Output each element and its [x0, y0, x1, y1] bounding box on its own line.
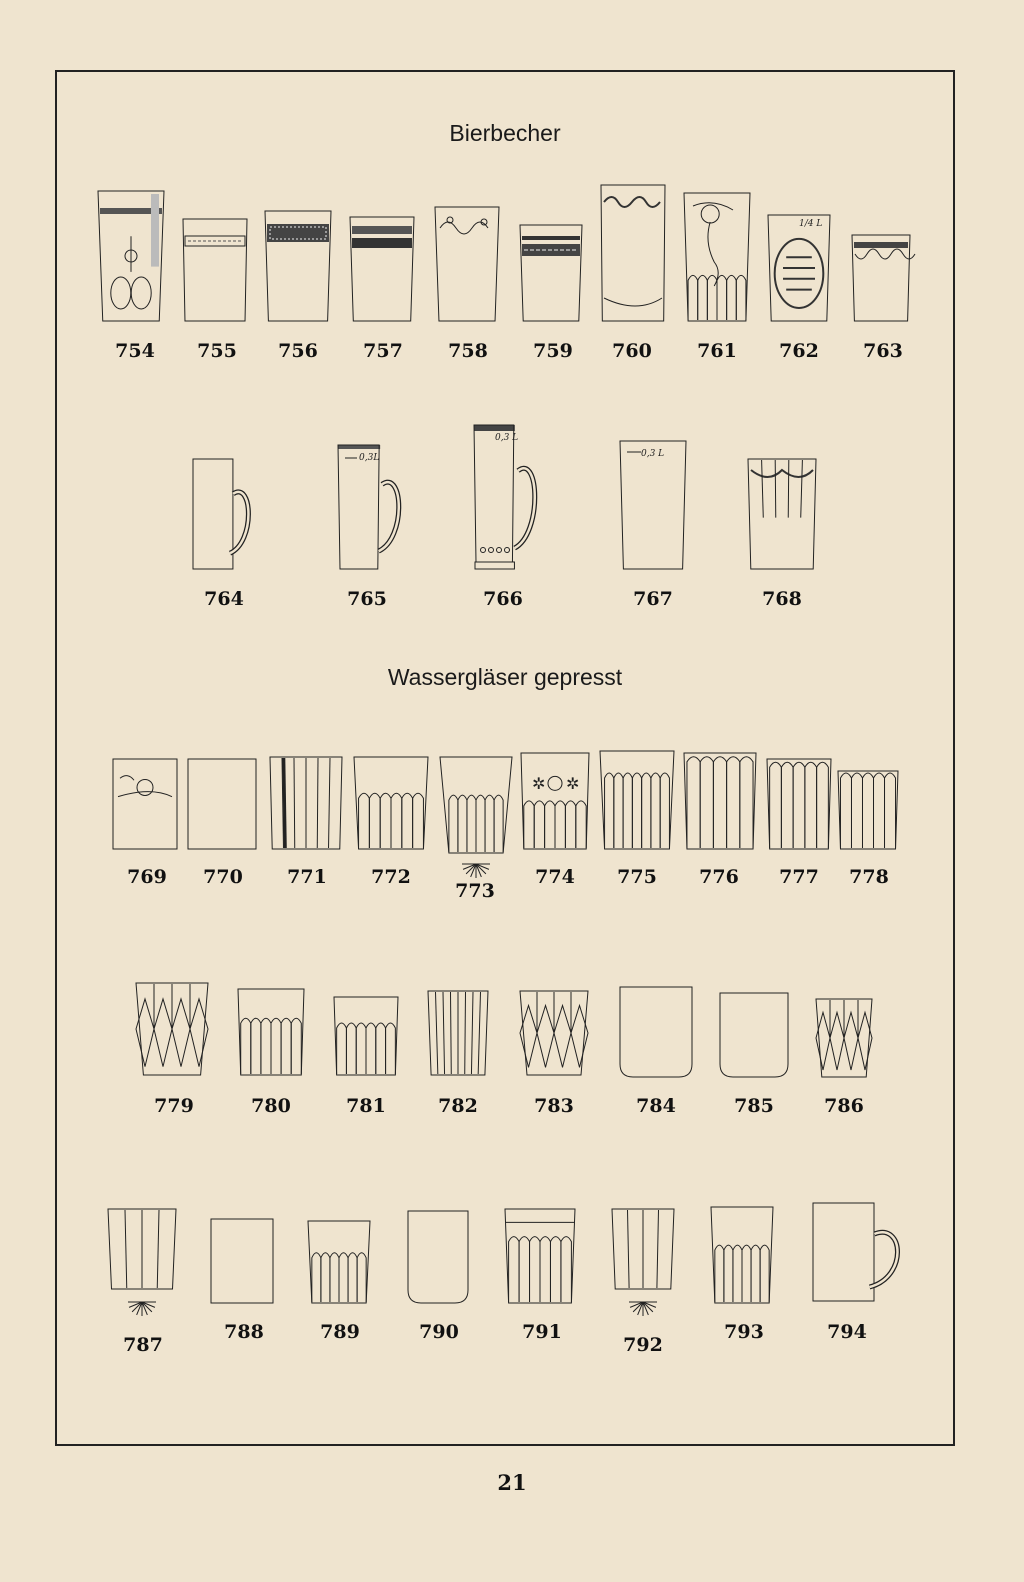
glass-illustration-787: [107, 1208, 177, 1304]
item-number-794: 794: [827, 1321, 867, 1343]
glass-illustration-792: [611, 1208, 675, 1304]
item-number-773: 773: [455, 880, 495, 902]
glass-illustration-775: [599, 750, 675, 850]
glass-illustration-755: [182, 218, 248, 322]
item-number-790: 790: [419, 1321, 459, 1343]
glass-illustration-782: [427, 990, 489, 1076]
glass-illustration-788: [210, 1218, 274, 1304]
catalog-frame: [55, 70, 955, 1446]
item-number-772: 772: [371, 866, 411, 888]
glass-illustration-789: [307, 1220, 371, 1304]
glass-illustration-793: [710, 1206, 774, 1304]
item-number-782: 782: [438, 1095, 478, 1117]
glass-illustration-780: [237, 988, 305, 1076]
item-number-759: 759: [533, 340, 573, 362]
glass-illustration-781: [333, 996, 399, 1076]
glass-illustration-760: [600, 184, 666, 322]
glass-illustration-768: [747, 458, 817, 570]
section-title-wasserglaeser: Wassergläser gepresst: [387, 664, 623, 690]
glass-illustration-772: [353, 756, 429, 850]
glass-illustration-761: [683, 192, 751, 322]
item-number-768: 768: [762, 588, 802, 610]
item-number-775: 775: [617, 866, 657, 888]
glass-illustration-769: [112, 758, 178, 850]
item-number-785: 785: [734, 1095, 774, 1117]
glass-illustration-776: [683, 752, 757, 850]
glass-illustration-766: [473, 424, 541, 570]
glass-illustration-783: [519, 990, 589, 1076]
capacity-mark-765: 0,3L: [359, 453, 380, 463]
section-title-bierbecher: Bierbecher: [449, 120, 561, 146]
item-number-789: 789: [320, 1321, 360, 1343]
item-number-792: 792: [623, 1334, 663, 1356]
glass-illustration-784: [619, 986, 693, 1078]
item-number-786: 786: [824, 1095, 864, 1117]
item-number-780: 780: [251, 1095, 291, 1117]
item-number-765: 765: [347, 588, 387, 610]
item-number-763: 763: [863, 340, 903, 362]
glass-illustration-770: [187, 758, 257, 850]
item-number-787: 787: [123, 1334, 163, 1356]
glass-illustration-774: [520, 752, 590, 850]
glass-illustration-759: [519, 224, 583, 322]
item-number-766: 766: [483, 588, 523, 610]
item-number-788: 788: [224, 1321, 264, 1343]
item-number-783: 783: [534, 1095, 574, 1117]
capacity-mark-766: 0,3 L: [495, 433, 519, 443]
item-number-784: 784: [636, 1095, 676, 1117]
glass-illustration-762: [767, 214, 831, 322]
item-number-778: 778: [849, 866, 889, 888]
page-number: 21: [497, 1470, 527, 1495]
glass-illustration-758: [434, 206, 500, 322]
item-number-779: 779: [154, 1095, 194, 1117]
glass-illustration-794: [812, 1202, 912, 1302]
glass-illustration-757: [349, 216, 415, 322]
glass-illustration-777: [766, 758, 832, 850]
item-number-754: 754: [115, 340, 155, 362]
capacity-mark-762: 1/4 L: [799, 219, 823, 229]
item-number-791: 791: [522, 1321, 562, 1343]
glass-illustration-764: [192, 458, 258, 570]
glass-illustration-771: [269, 756, 343, 850]
glass-illustration-790: [407, 1210, 469, 1304]
capacity-mark-767: 0,3 L: [641, 449, 665, 459]
svg-text:✲: ✲: [566, 774, 580, 794]
glass-illustration-785: [719, 992, 789, 1078]
item-number-761: 761: [697, 340, 737, 362]
item-number-760: 760: [612, 340, 652, 362]
item-number-769: 769: [127, 866, 167, 888]
item-number-781: 781: [346, 1095, 386, 1117]
item-number-755: 755: [197, 340, 237, 362]
item-number-767: 767: [633, 588, 673, 610]
item-number-764: 764: [204, 588, 244, 610]
item-number-756: 756: [278, 340, 318, 362]
svg-text:✲: ✲: [532, 774, 546, 794]
item-number-776: 776: [699, 866, 739, 888]
item-number-770: 770: [203, 866, 243, 888]
glass-illustration-779: [135, 982, 209, 1076]
glass-illustration-767: [619, 440, 687, 570]
item-number-774: 774: [535, 866, 575, 888]
glass-illustration-754: [97, 190, 165, 322]
item-number-762: 762: [779, 340, 819, 362]
glass-illustration-786: [815, 998, 873, 1078]
item-number-771: 771: [287, 866, 327, 888]
glass-illustration-763: [851, 234, 911, 322]
item-number-757: 757: [363, 340, 403, 362]
glass-illustration-773: [439, 756, 513, 866]
item-number-793: 793: [724, 1321, 764, 1343]
item-number-777: 777: [779, 866, 819, 888]
glass-illustration-791: [504, 1208, 576, 1304]
glass-illustration-756: [264, 210, 332, 322]
glass-illustration-765: [337, 444, 405, 570]
item-number-758: 758: [448, 340, 488, 362]
glass-illustration-778: [837, 770, 899, 850]
